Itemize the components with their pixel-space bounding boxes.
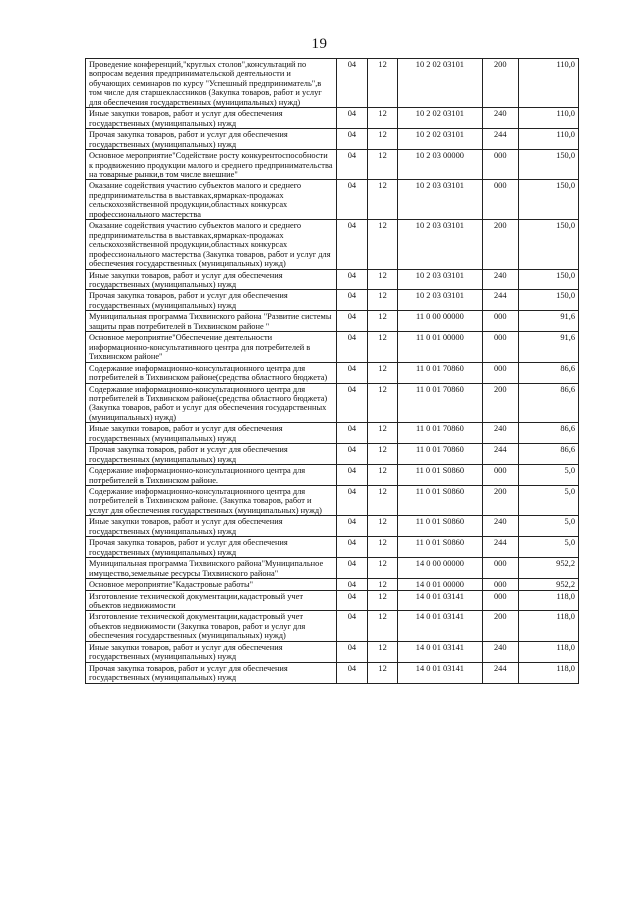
table-row <box>86 516 579 537</box>
subsection-code: 12 <box>368 383 398 423</box>
section-code: 04 <box>336 108 368 129</box>
target-article-code: 11 0 01 S0860 <box>397 465 482 486</box>
target-article-code: 10 2 03 03101 <box>397 290 482 311</box>
row-name: Иные закупки товаров, работ и услуг для обеспечения государственных (муниципальных) нужд <box>86 269 337 290</box>
amount-value: 5,0 <box>518 537 578 558</box>
amount-value: 952,2 <box>518 558 578 579</box>
expense-type-code: 240 <box>482 641 518 662</box>
subsection-code: 12 <box>368 150 398 180</box>
table-row <box>86 590 579 611</box>
subsection-code: 12 <box>368 311 398 332</box>
expense-type-code: 200 <box>482 611 518 641</box>
subsection-code: 12 <box>368 641 398 662</box>
amount-value: 118,0 <box>518 662 578 683</box>
subsection-code: 12 <box>368 558 398 579</box>
row-name: Иные закупки товаров, работ и услуг для обеспечения государственных (муниципальных) нужд <box>86 423 337 444</box>
target-article-code: 14 0 01 00000 <box>397 579 482 590</box>
section-code: 04 <box>336 269 368 290</box>
amount-value: 86,6 <box>518 383 578 423</box>
budget-table-body <box>86 59 579 684</box>
table-row <box>86 444 579 465</box>
subsection-code: 12 <box>368 129 398 150</box>
expense-type-code: 000 <box>482 332 518 362</box>
table-row <box>86 290 579 311</box>
section-code: 04 <box>336 290 368 311</box>
section-code: 04 <box>336 444 368 465</box>
section-code: 04 <box>336 611 368 641</box>
subsection-code: 12 <box>368 269 398 290</box>
section-code: 04 <box>336 465 368 486</box>
subsection-code: 12 <box>368 332 398 362</box>
row-name: Прочая закупка товаров, работ и услуг для обеспечения государственных (муниципальных) нужд <box>86 444 337 465</box>
section-code: 04 <box>336 332 368 362</box>
row-name: Оказание содействия участию субъектов малого и среднего предпринимательства в выставках,ярмарках-продажах сельскохозяйственной продукции,областных конкурсах профессионального мастерства (Закупка товаров, работ и услуг для обеспечения государственных (муниципальных) нужд) <box>86 220 337 269</box>
section-code: 04 <box>336 486 368 516</box>
subsection-code: 12 <box>368 662 398 683</box>
table-row <box>86 311 579 332</box>
expense-type-code: 200 <box>482 220 518 269</box>
section-code: 04 <box>336 311 368 332</box>
budget-table <box>85 58 579 684</box>
table-row <box>86 269 579 290</box>
amount-value: 5,0 <box>518 465 578 486</box>
expense-type-code: 244 <box>482 662 518 683</box>
expense-type-code: 244 <box>482 444 518 465</box>
amount-value: 150,0 <box>518 150 578 180</box>
section-code: 04 <box>336 180 368 220</box>
subsection-code: 12 <box>368 611 398 641</box>
row-name: Иные закупки товаров, работ и услуг для обеспечения государственных (муниципальных) нужд <box>86 108 337 129</box>
amount-value: 952,2 <box>518 579 578 590</box>
target-article-code: 14 0 01 03141 <box>397 662 482 683</box>
subsection-code: 12 <box>368 537 398 558</box>
section-code: 04 <box>336 129 368 150</box>
subsection-code: 12 <box>368 465 398 486</box>
row-name: Оказание содействия участию субъектов малого и среднего предпринимательства в выставках,ярмарках-продажах сельскохозяйственной продукции,областных конкурсах профессионального мастерства <box>86 180 337 220</box>
amount-value: 150,0 <box>518 180 578 220</box>
table-row <box>86 362 579 383</box>
table-row <box>86 180 579 220</box>
section-code: 04 <box>336 423 368 444</box>
subsection-code: 12 <box>368 444 398 465</box>
expense-type-code: 240 <box>482 108 518 129</box>
row-name: Содержание информационно-консультационного центра для потребителей в Тихвинском районе(средства областного бюджета) <box>86 362 337 383</box>
section-code: 04 <box>336 59 368 108</box>
table-row <box>86 150 579 180</box>
subsection-code: 12 <box>368 180 398 220</box>
target-article-code: 10 2 02 03101 <box>397 59 482 108</box>
section-code: 04 <box>336 362 368 383</box>
amount-value: 91,6 <box>518 332 578 362</box>
amount-value: 118,0 <box>518 590 578 611</box>
row-name: Муниципальная программа Тихвинского района "Развитие системы защиты прав потребителей в Тихвинском районе " <box>86 311 337 332</box>
section-code: 04 <box>336 558 368 579</box>
amount-value: 91,6 <box>518 311 578 332</box>
row-name: Прочая закупка товаров, работ и услуг для обеспечения государственных (муниципальных) нужд <box>86 537 337 558</box>
table-row <box>86 59 579 108</box>
section-code: 04 <box>336 220 368 269</box>
expense-type-code: 200 <box>482 383 518 423</box>
table-row <box>86 423 579 444</box>
row-name: Содержание информационно-консультационного центра для потребителей в Тихвинском районе. (Закупка товаров, работ и услуг для обеспечения государственных (муниципальных) нужд) <box>86 486 337 516</box>
table-row <box>86 465 579 486</box>
subsection-code: 12 <box>368 362 398 383</box>
table-row <box>86 129 579 150</box>
expense-type-code: 244 <box>482 290 518 311</box>
row-name: Основное мероприятие"Содействие росту конкурентоспособности к продвижению продукции малого и среднего предпринимательства на товарные рынки,в том числе внешние" <box>86 150 337 180</box>
table-row <box>86 383 579 423</box>
expense-type-code: 240 <box>482 423 518 444</box>
row-name: Прочая закупка товаров, работ и услуг для обеспечения государственных (муниципальных) нужд <box>86 290 337 311</box>
section-code: 04 <box>336 590 368 611</box>
expense-type-code: 000 <box>482 311 518 332</box>
section-code: 04 <box>336 383 368 423</box>
table-row <box>86 537 579 558</box>
row-name: Проведение конференций,"круглых столов",консультаций по вопросам ведения предпринимательской деятельности и обучающих семинаров по курсу "Успешный предприниматель",в том числе для старшеклассников (Закупка товаров, работ и услуг для обеспечения государственных (муниципальных) нужд) <box>86 59 337 108</box>
table-row <box>86 558 579 579</box>
target-article-code: 14 0 01 03141 <box>397 611 482 641</box>
expense-type-code: 240 <box>482 516 518 537</box>
amount-value: 86,6 <box>518 423 578 444</box>
row-name: Содержание информационно-консультационного центра для потребителей в Тихвинском районе. <box>86 465 337 486</box>
row-name: Изготовление технической документации,кадастровый учет объектов недвижимости <box>86 590 337 611</box>
section-code: 04 <box>336 516 368 537</box>
expense-type-code: 000 <box>482 180 518 220</box>
target-article-code: 11 0 01 70860 <box>397 423 482 444</box>
target-article-code: 14 0 00 00000 <box>397 558 482 579</box>
row-name: Содержание информационно-консультационного центра для потребителей в Тихвинском районе(средства областного бюджета) (Закупка товаров, работ и услуг для обеспечения государственных (муниципальных) нужд) <box>86 383 337 423</box>
row-name: Муниципальная программа Тихвинского района"Муниципальное имущество,земельные ресурсы Тихвинского района" <box>86 558 337 579</box>
target-article-code: 11 0 01 70860 <box>397 444 482 465</box>
table-row <box>86 579 579 590</box>
target-article-code: 10 2 02 03101 <box>397 129 482 150</box>
table-row <box>86 641 579 662</box>
subsection-code: 12 <box>368 59 398 108</box>
amount-value: 5,0 <box>518 486 578 516</box>
section-code: 04 <box>336 150 368 180</box>
subsection-code: 12 <box>368 486 398 516</box>
expense-type-code: 240 <box>482 269 518 290</box>
expense-type-code: 000 <box>482 465 518 486</box>
expense-type-code: 200 <box>482 59 518 108</box>
section-code: 04 <box>336 579 368 590</box>
expense-type-code: 000 <box>482 579 518 590</box>
amount-value: 5,0 <box>518 516 578 537</box>
row-name: Прочая закупка товаров, работ и услуг для обеспечения государственных (муниципальных) нужд <box>86 129 337 150</box>
target-article-code: 10 2 03 03101 <box>397 269 482 290</box>
table-row <box>86 662 579 683</box>
subsection-code: 12 <box>368 290 398 311</box>
subsection-code: 12 <box>368 516 398 537</box>
subsection-code: 12 <box>368 423 398 444</box>
subsection-code: 12 <box>368 220 398 269</box>
row-name: Прочая закупка товаров, работ и услуг для обеспечения государственных (муниципальных) нужд <box>86 662 337 683</box>
page-number: 19 <box>311 36 328 52</box>
table-row <box>86 220 579 269</box>
subsection-code: 12 <box>368 590 398 611</box>
target-article-code: 11 0 01 S0860 <box>397 486 482 516</box>
target-article-code: 11 0 01 00000 <box>397 332 482 362</box>
target-article-code: 10 2 03 03101 <box>397 180 482 220</box>
section-code: 04 <box>336 662 368 683</box>
target-article-code: 11 0 01 S0860 <box>397 516 482 537</box>
target-article-code: 10 2 02 03101 <box>397 108 482 129</box>
expense-type-code: 000 <box>482 590 518 611</box>
target-article-code: 11 0 01 70860 <box>397 383 482 423</box>
subsection-code: 12 <box>368 579 398 590</box>
row-name: Основное мероприятие"Кадастровые работы" <box>86 579 337 590</box>
amount-value: 118,0 <box>518 611 578 641</box>
expense-type-code: 244 <box>482 129 518 150</box>
row-name: Изготовление технической документации,кадастровый учет объектов недвижимости (Закупка товаров, работ и услуг для обеспечения государственных (муниципальных) нужд) <box>86 611 337 641</box>
target-article-code: 10 2 03 03101 <box>397 220 482 269</box>
amount-value: 118,0 <box>518 641 578 662</box>
target-article-code: 11 0 01 70860 <box>397 362 482 383</box>
table-row <box>86 332 579 362</box>
expense-type-code: 000 <box>482 362 518 383</box>
amount-value: 86,6 <box>518 444 578 465</box>
target-article-code: 14 0 01 03141 <box>397 590 482 611</box>
amount-value: 150,0 <box>518 220 578 269</box>
target-article-code: 11 0 00 00000 <box>397 311 482 332</box>
amount-value: 86,6 <box>518 362 578 383</box>
subsection-code: 12 <box>368 108 398 129</box>
row-name: Иные закупки товаров, работ и услуг для обеспечения государственных (муниципальных) нужд <box>86 516 337 537</box>
amount-value: 110,0 <box>518 59 578 108</box>
table-row <box>86 486 579 516</box>
table-row <box>86 611 579 641</box>
section-code: 04 <box>336 641 368 662</box>
row-name: Основное мероприятие"Обеспечение деятельности информационно-консультативного центра для потребителей в Тихвинском районе" <box>86 332 337 362</box>
row-name: Иные закупки товаров, работ и услуг для обеспечения государственных (муниципальных) нужд <box>86 641 337 662</box>
amount-value: 150,0 <box>518 290 578 311</box>
expense-type-code: 244 <box>482 537 518 558</box>
table-row <box>86 108 579 129</box>
section-code: 04 <box>336 537 368 558</box>
expense-type-code: 000 <box>482 558 518 579</box>
amount-value: 110,0 <box>518 129 578 150</box>
target-article-code: 10 2 03 00000 <box>397 150 482 180</box>
expense-type-code: 000 <box>482 150 518 180</box>
expense-type-code: 200 <box>482 486 518 516</box>
amount-value: 150,0 <box>518 269 578 290</box>
target-article-code: 14 0 01 03141 <box>397 641 482 662</box>
amount-value: 110,0 <box>518 108 578 129</box>
target-article-code: 11 0 01 S0860 <box>397 537 482 558</box>
